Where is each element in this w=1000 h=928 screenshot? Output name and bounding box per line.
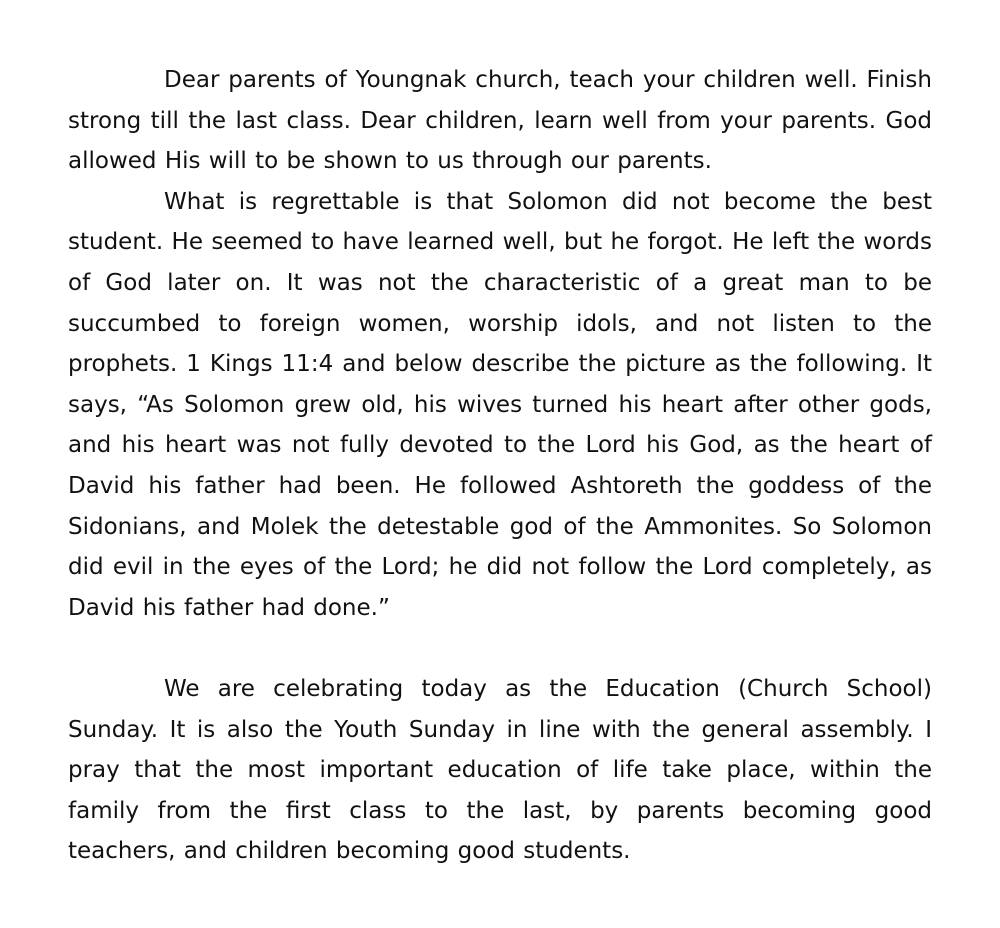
paragraph-education-sunday: We are celebrating today as the Education (Church School) Sunday. It is also the Youth Sunday in line with the general assembly. I pray that the most important education of life take place, within the family from the first class to the last, by parents becoming good teachers, and children becoming good students. xyxy=(68,675,932,865)
paragraph-solomon: What is regrettable is that Solomon did not become the best student. He seemed to have learned well, but he forgot. He left the words of God later on. It was not the characteristic of a great man to be succumbed to foreign women, worship idols, and not listen to the prophets. 1 Kings 11:4 and below describe the picture as the following. It says, “As Solomon grew old, his wives turned his heart after other gods, and his heart was not fully devoted to the Lord his God, as the heart of David his father had been. He followed Ashtoreth the goddess of the Sidonians, and Molek the detestable god of the Ammonites. So Solomon did evil in the eyes of the Lord; he did not follow the Lord completely, as David his father had done.” xyxy=(68,188,932,621)
paragraph-gap xyxy=(68,628,932,669)
document-page xyxy=(68,60,932,872)
paragraph-parents: Dear parents of Youngnak church, teach your children well. Finish strong till the last class. Dear children, learn well from your parents. God allowed His will to be shown to us through our parents. xyxy=(68,67,932,175)
